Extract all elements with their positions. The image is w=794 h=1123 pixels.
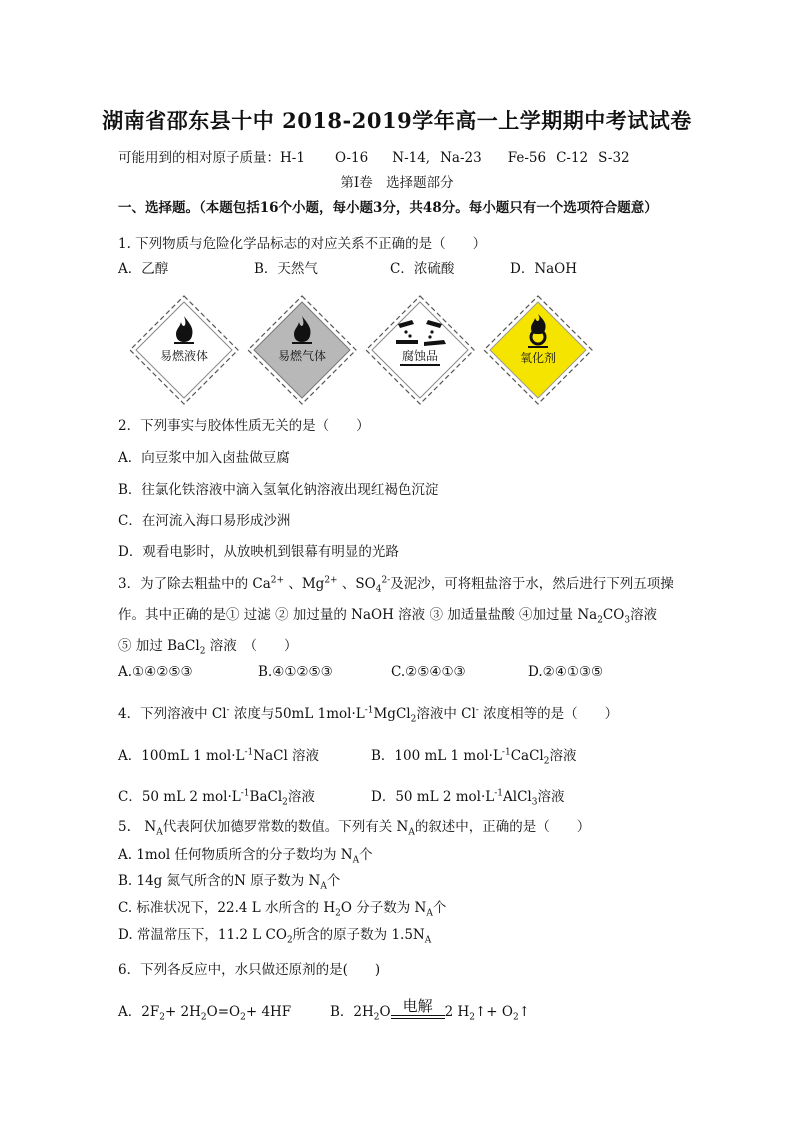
q4-text: CaCl xyxy=(510,748,544,764)
q3-text: 作。其中正确的是① 过滤 ② 加过量的 NaOH 溶液 ③ 加适量盐酸 ④加过量 Na xyxy=(118,607,598,623)
ion-charge: - xyxy=(226,705,230,716)
q3-text: 3．为了除去粗盐中的 Ca xyxy=(118,576,271,592)
q5-text: 个 xyxy=(326,873,341,889)
q4-text: BaCl xyxy=(249,789,283,805)
q6-option-b xyxy=(330,996,531,1023)
subscript: 2 xyxy=(159,1012,165,1023)
sign-label: 易燃液体 xyxy=(159,349,209,363)
mass-item: Fe-56 xyxy=(507,150,547,166)
subscript: 2 xyxy=(199,646,206,657)
q2-stem: 2．下列事实与胶体性质无关的是（ ） xyxy=(118,418,370,434)
q4-stem xyxy=(118,702,618,725)
q6-text: 2 H xyxy=(444,1004,470,1020)
hazard-signs xyxy=(128,294,598,414)
q3-stem-line1 xyxy=(118,572,674,595)
page-title: 湖南省邵东县十中 2018-2019学年高一上学期期中考试试卷 xyxy=(102,108,692,133)
q5-option-c xyxy=(118,896,446,919)
q4-text: A．100mL 1 mol·L xyxy=(118,748,245,764)
q5-text: C. 标准状况下，22.4 L 水所含的 H xyxy=(118,900,336,916)
sign-label: 易燃气体 xyxy=(277,349,327,363)
part1-heading: 第Ⅰ卷 选择题部分 xyxy=(340,175,454,191)
ion-charge: 2- xyxy=(381,575,391,586)
q6-text: ↑+ O xyxy=(475,1004,513,1020)
q4-text: 4．下列溶液中 Cl xyxy=(118,706,227,722)
mass-item: O-16 xyxy=(334,150,369,166)
subscript: 2 xyxy=(335,908,341,919)
ion-charge: 2+ xyxy=(324,575,338,586)
q6-text: + 4HF xyxy=(245,1004,292,1020)
subscript: 2 xyxy=(543,756,550,767)
reaction-condition xyxy=(391,996,445,1023)
subscript: 2 xyxy=(597,615,603,626)
q1-options xyxy=(118,257,678,277)
q4-text: 溶液 xyxy=(549,748,577,764)
subscript: 2 xyxy=(286,935,293,946)
q4-text: MgCl xyxy=(373,706,411,722)
q4-text: NaCl 溶液 xyxy=(253,748,320,764)
atomic-masses-label: 可能用到的相对原子质量： xyxy=(118,150,280,166)
q5-text: A. 1mol 任何物质所含的分子数均为 N xyxy=(118,847,353,863)
q5-text: O 分子数为 N xyxy=(340,900,427,916)
subscript: A xyxy=(156,827,163,838)
subscript: 2 xyxy=(240,1012,246,1023)
condition-label: 电解 xyxy=(402,996,433,1015)
q3-text: 、Mg xyxy=(284,576,325,592)
q3-option-c: C.②⑤④①③ xyxy=(391,664,466,680)
q3-text: ⑤ 加过 BaCl xyxy=(118,638,200,654)
exponent: -1 xyxy=(244,747,254,758)
q2-option-c: C．在河流入海口易形成沙洲 xyxy=(118,513,291,529)
q6-option-a xyxy=(118,1000,291,1023)
ion-charge: - xyxy=(475,705,479,716)
q6-text: B．2H xyxy=(330,1004,374,1020)
q5-option-d xyxy=(118,923,431,946)
q6-text: O=O xyxy=(206,1004,241,1020)
subscript: 2 xyxy=(469,1012,475,1023)
exponent: -1 xyxy=(364,705,374,716)
q4-text: D．50 mL 2 mol·L xyxy=(371,789,495,805)
hazard-sign-oxidizer xyxy=(482,294,594,406)
q5-option-a xyxy=(118,843,373,866)
q1-option-d: D．NaOH xyxy=(510,261,578,277)
q4-text: 溶液 xyxy=(537,789,565,805)
q6-text: O xyxy=(379,1004,391,1020)
mass-item: N-14, xyxy=(392,150,431,166)
q5-text: B. 14g 氮气所含的N 原子数为 N xyxy=(118,873,321,889)
exponent: -1 xyxy=(494,788,504,799)
q4-option-d xyxy=(371,785,564,808)
ion-charge: 2+ xyxy=(270,575,285,586)
q6-text: ↑ xyxy=(518,1004,531,1020)
q3-option-b: B.④①②⑤③ xyxy=(258,664,333,680)
q1-option-a: A．乙醇 xyxy=(118,261,169,277)
hazard-sign-flammable-gas xyxy=(246,294,358,406)
q5-text: 个 xyxy=(359,847,373,863)
q3-text: 、SO xyxy=(337,576,376,592)
q3-stem-line2 xyxy=(118,603,657,626)
exponent: -1 xyxy=(501,747,511,758)
q5-text: 个 xyxy=(432,900,447,916)
q2-option-a: A．向豆浆中加入卤盐做豆腐 xyxy=(118,450,290,466)
q6-text: A．2F xyxy=(118,1004,160,1020)
sign-label: 腐蚀品 xyxy=(401,349,439,363)
hazard-sign-flammable-liquid xyxy=(128,294,240,406)
subscript: 3 xyxy=(531,797,538,808)
subscript: 3 xyxy=(624,615,631,626)
q3-text: CO xyxy=(602,607,625,623)
q5-text: 的叙述中，正确的是（ ） xyxy=(414,819,591,835)
q1-stem: 1. 下列物质与危险化学品标志的对应关系不正确的是（ ） xyxy=(118,236,487,252)
q2-option-d: D．观看电影时，从放映机到银幕有明显的光路 xyxy=(118,544,399,560)
subscript: A xyxy=(408,827,415,838)
q4-text: C．50 mL 2 mol·L xyxy=(118,789,241,805)
q4-option-b xyxy=(371,744,576,767)
q4-option-a xyxy=(118,744,319,764)
hazard-sign-corrosive xyxy=(364,294,476,406)
exponent: -1 xyxy=(240,788,250,799)
q5-option-b xyxy=(118,869,340,892)
q4-text: 溶液 xyxy=(287,789,315,805)
q3-stem-line3 xyxy=(118,634,297,657)
q5-text: 5. N xyxy=(118,819,157,835)
subscript: A xyxy=(426,908,433,919)
q4-text: 浓度与50mL 1mol·L xyxy=(229,706,365,722)
q4-text: AlCl xyxy=(503,789,532,805)
q1-option-b: B．天然气 xyxy=(254,261,318,277)
q3-text: 溶液 （ ） xyxy=(205,638,298,654)
mass-item: Na-23 xyxy=(440,150,482,166)
q4-text: 浓度相等的是（ ） xyxy=(478,706,619,722)
subscript: 2 xyxy=(512,1012,519,1023)
subscript: 2 xyxy=(410,714,417,725)
q6-stem: 6．下列各反应中，水只做还原剂的是( ) xyxy=(118,962,381,978)
q3-options xyxy=(118,664,678,680)
atomic-masses xyxy=(118,146,630,166)
q5-text: 代表阿伏加德罗常数的数值。下列有关 N xyxy=(162,819,409,835)
subscript: 2 xyxy=(373,1012,380,1023)
q3-option-a: A.①④②⑤③ xyxy=(118,664,193,680)
subscript: A xyxy=(424,935,432,946)
subscript: 2 xyxy=(200,1012,207,1023)
subscript: A xyxy=(352,855,360,866)
q4-text: 溶液中 Cl xyxy=(416,706,476,722)
mass-item: H-1 xyxy=(280,150,305,166)
q5-stem xyxy=(118,815,590,838)
q6-text: + 2H xyxy=(164,1004,201,1020)
subscript: 4 xyxy=(375,584,382,595)
mass-item: C-12 xyxy=(556,150,589,166)
subscript: A xyxy=(320,881,327,892)
q4-text: B．100 mL 1 mol·L xyxy=(371,748,502,764)
mass-item: S-32 xyxy=(598,150,630,166)
q5-text: D. 常温常压下，11.2 L CO xyxy=(118,927,287,943)
subscript: 2 xyxy=(282,797,288,808)
q3-text: 溶液 xyxy=(630,607,658,623)
q4-option-c xyxy=(118,785,315,808)
q2-option-b: B．往氯化铁溶液中滴入氢氧化钠溶液出现红褐色沉淀 xyxy=(118,482,439,498)
q1-option-c: C．浓硫酸 xyxy=(390,261,455,277)
q5-text: 所含的原子数为 1.5N xyxy=(292,927,425,943)
section1-heading: 一、选择题。（本题包括16个小题，每小题3分，共48分。每小题只有一个选项符合题意） xyxy=(118,200,658,216)
q3-option-d: D.②④①③⑤ xyxy=(528,664,604,680)
sign-label: 氧化剂 xyxy=(519,351,557,365)
q3-text: 及泥沙，可将粗盐溶于水，然后进行下列五项操 xyxy=(390,576,674,592)
